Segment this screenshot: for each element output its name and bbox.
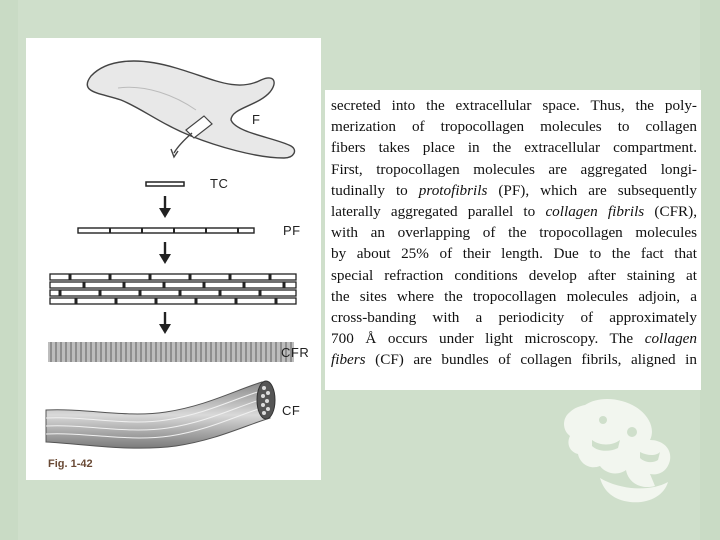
label-pf: PF [283,223,301,238]
text-segment: 700 Å occurs under light microscopy. The [331,330,645,348]
text-segment: tudinally to [331,181,419,199]
arrow-down-icon [159,242,171,264]
text-segment: fibers takes place in the extracellular compartment. [331,139,697,157]
collagen-fibril-banded [48,342,294,362]
text-line [331,201,697,222]
text-line [331,116,697,137]
label-cfr: CFR [281,345,310,360]
text-line [331,159,697,180]
label-cf: CF [282,403,301,418]
text-line [331,243,697,264]
text-segment: with an overlapping of the tropocollagen molecules [331,224,697,242]
protofibril [78,228,254,233]
text-line [331,349,697,370]
label-f: F [252,112,261,127]
text-panel [325,90,701,390]
text-line [331,137,697,158]
body-paragraph [331,95,697,371]
text-segment: by about 25% of their length. Due to the fact that [331,245,697,263]
text-segment: cross-banding with a periodicity of approximately [331,309,697,327]
italic-term: collagen fibrils [545,203,645,221]
italic-term: fibers [331,351,366,369]
text-line [331,180,697,201]
text-segment: merization of tropocollagen molecules to collagen [331,118,697,136]
text-line [331,307,697,328]
text-segment: (CFR), [644,203,698,221]
text-line [331,95,697,116]
text-segment: laterally aggregated parallel to [331,203,546,221]
text-line [331,222,697,243]
staggered-fibril [50,274,296,304]
figure-panel [26,38,321,480]
arrow-down-icon [159,196,171,218]
italic-term: collagen [644,330,697,348]
text-segment: secreted into the extracellular space. Thus, the poly- [331,97,697,114]
tropocollagen-molecule [146,182,184,186]
text-segment: First, tropocollagen molecules are aggregated longi- [331,160,697,178]
text-segment: the sites where the tropocollagen molecules adjoin, a [331,287,697,305]
arrow-down-icon [159,312,171,334]
text-line [331,328,697,349]
text-segment: special refraction conditions develop after staining at [331,266,697,284]
text-line [331,286,697,307]
fibroblast-cell [87,61,294,158]
label-tc: TC [210,176,229,191]
text-segment: (PF), which are subsequently [487,181,698,199]
collagen-diagram [26,38,321,480]
text-segment: (CF) are bundles of collagen fibrils, aligned in [365,351,697,369]
italic-term: protofibrils [418,181,488,199]
collagen-fiber [46,381,275,448]
figure-caption: Fig. 1-42 [48,458,93,470]
text-line [331,265,697,286]
